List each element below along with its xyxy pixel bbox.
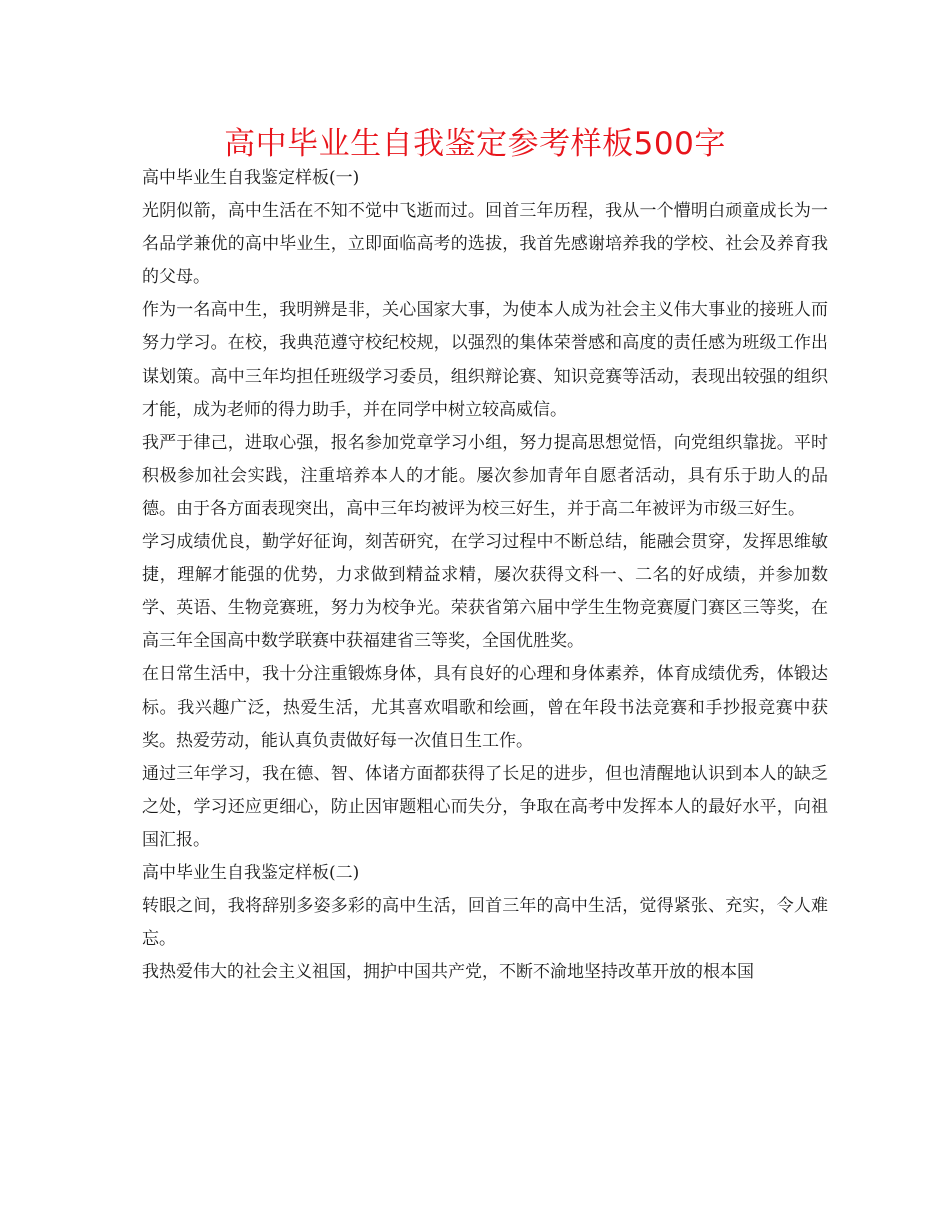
paragraph: 作为一名高中生，我明辨是非，关心国家大事，为使本人成为社会主义伟大事业的接班人而努力学习。在校，我典范遵守校纪校规，以强烈的集体荣誉感和高度的责任感为班级工作出谋划策。高中三年均担任班级学习委员，组织辩论赛、知识竞赛等活动，表现出较强的组织才能，成为老师的得力助手，并在同学中树立较高威信。: [142, 300, 828, 420]
paragraph: 我严于律己，进取心强，报名参加党章学习小组，努力提高思想觉悟，向党组织靠拢。平时积极参加社会实践，注重培养本人的才能。屡次参加青年自愿者活动，具有乐于助人的品德。由于各方面表现突出，高中三年均被评为校三好生，并于高二年被评为市级三好生。: [142, 432, 828, 519]
paragraph: 通过三年学习，我在德、智、体诸方面都获得了长足的进步，但也清醒地认识到本人的缺乏之处，学习还应更细心，防止因审题粗心而失分，争取在高考中发挥本人的最好水平，向祖国汇报。: [142, 763, 828, 850]
paragraph: 光阴似箭，高中生活在不知不觉中飞逝而过。回首三年历程，我从一个懵明白顽童成长为一名品学兼优的高中毕业生，立即面临高考的选拔，我首先感谢培养我的学校、社会及养育我的父母。: [142, 201, 828, 288]
document-title: 高中毕业生自我鉴定参考样板500字: [224, 126, 726, 162]
section-heading-1: 高中毕业生自我鉴定样板(一): [142, 168, 360, 188]
paragraph: 转眼之间，我将辞别多姿多彩的高中生活，回首三年的高中生活，觉得紧张、充实，令人难忘。: [142, 896, 828, 950]
paragraph: 在日常生活中，我十分注重锻炼身体，具有良好的心理和身体素养，体育成绩优秀，体锻达标。我兴趣广泛，热爱生活，尤其喜欢唱歌和绘画，曾在年段书法竞赛和手抄报竞赛中获奖。热爱劳动，能认真负责做好每一次值日生工作。: [142, 664, 828, 751]
paragraph: 学习成绩优良，勤学好征询，刻苦研究，在学习过程中不断总结，能融会贯穿，发挥思维敏捷，理解才能强的优势，力求做到精益求精，屡次获得文科一、二名的好成绩，并参加数学、英语、生物竞赛班，努力为校争光。荣获省第六届中学生生物竞赛厦门赛区三等奖，在高三年全国高中数学联赛中获福建省三等奖，全国优胜奖。: [142, 532, 828, 652]
paragraph: 我热爱伟大的社会主义祖国，拥护中国共产党，不断不渝地坚持改革开放的根本国: [142, 962, 754, 983]
document-body: [142, 162, 828, 989]
section-heading-2: 高中毕业生自我鉴定样板(二): [142, 862, 360, 883]
